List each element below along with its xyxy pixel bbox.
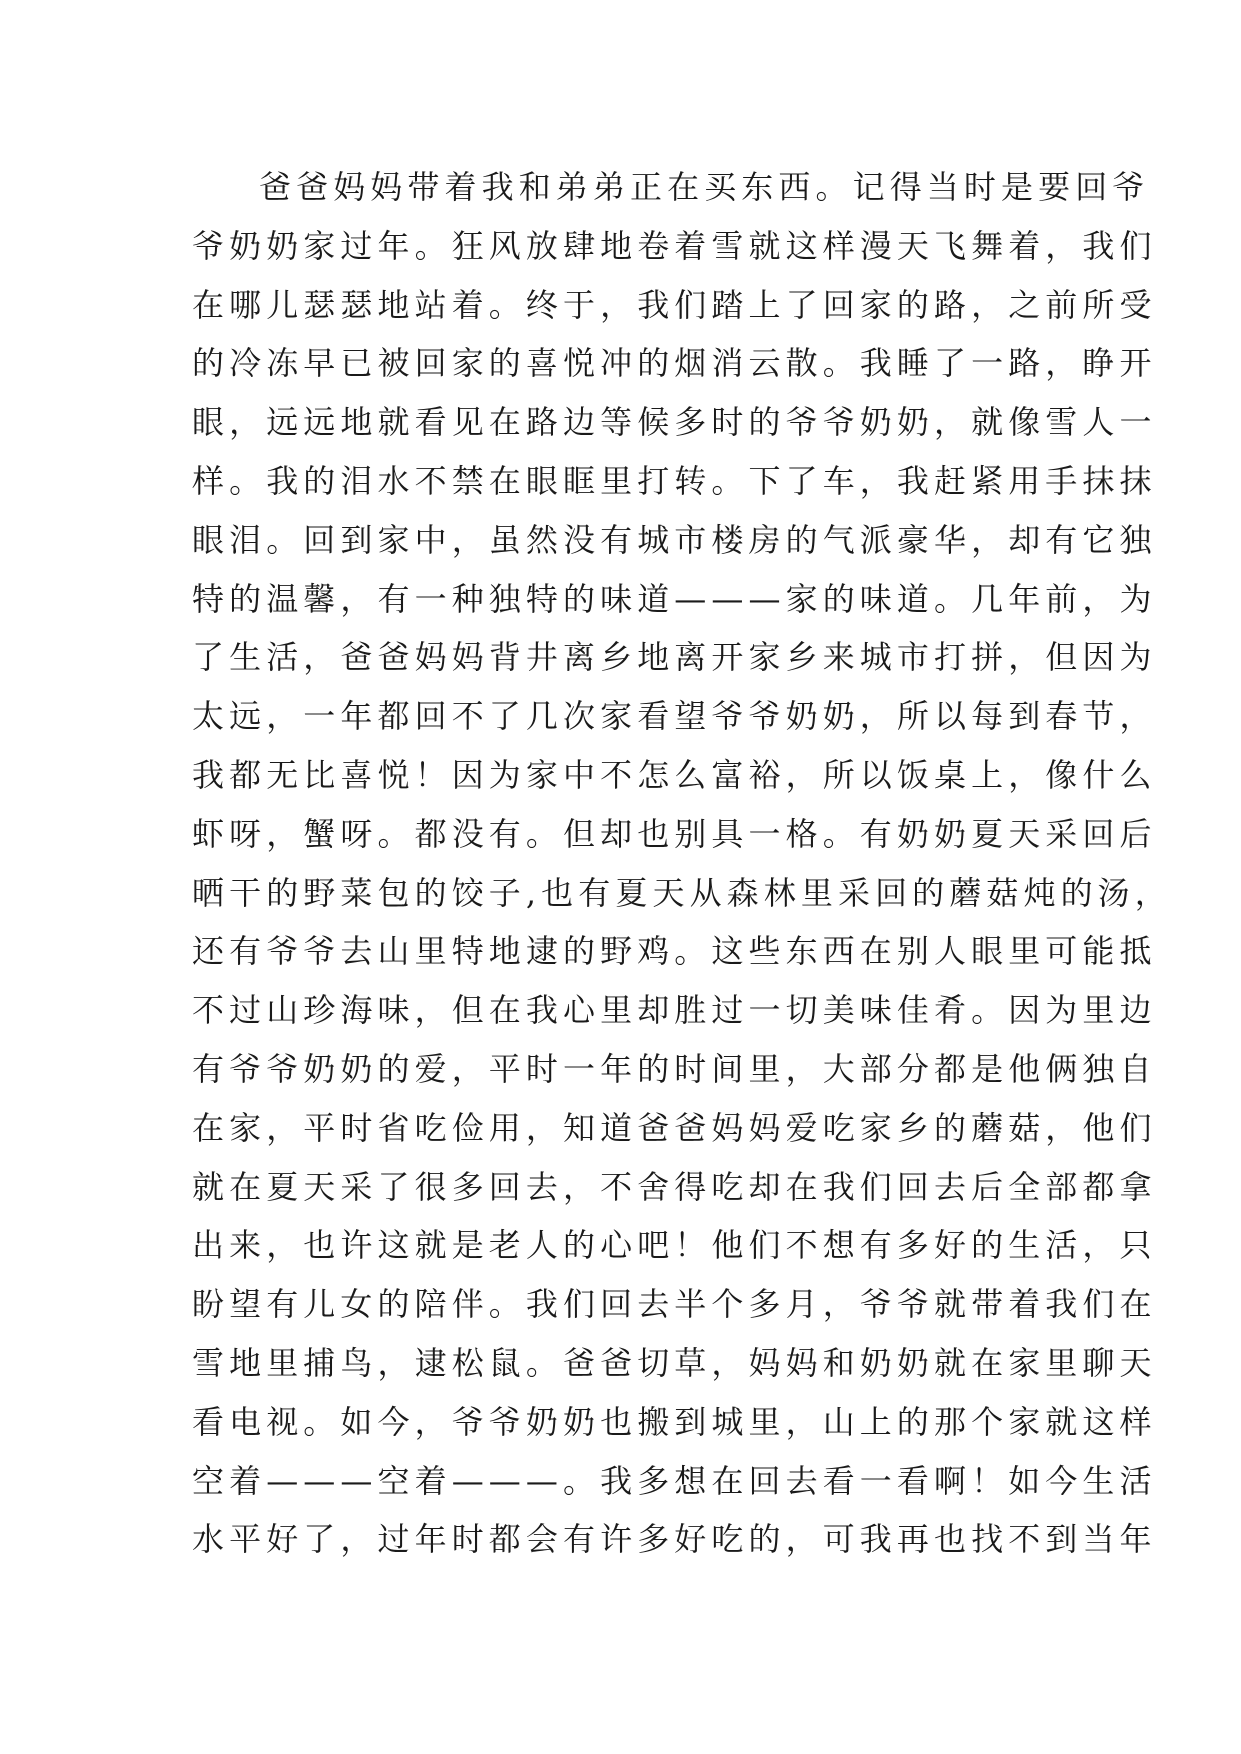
essay-paragraph	[192, 158, 1172, 1569]
text-line: 还有爷爷去山里特地逮的野鸡。这些东西在别人眼里可能抵	[192, 932, 1157, 971]
text-line: 的冷冻早已被回家的喜悦冲的烟消云散。我睡了一路，睁开	[192, 344, 1157, 383]
text-line: 在哪儿瑟瑟地站着。终于，我们踏上了回家的路，之前所受	[192, 285, 1157, 324]
text-line: 雪地里捕鸟，逮松鼠。爸爸切草，妈妈和奶奶就在家里聊天	[192, 1343, 1157, 1382]
text-line: 眼，远远地就看见在路边等候多时的爷爷奶奶，就像雪人一	[192, 403, 1157, 442]
text-line: 有爷爷奶奶的爱，平时一年的时间里，大部分都是他俩独自	[192, 1049, 1157, 1088]
text-line: 我都无比喜悦！因为家中不怎么富裕，所以饭桌上，像什么	[192, 755, 1157, 794]
text-line: 虾呀，蟹呀。都没有。但却也别具一格。有奶奶夏天采回后	[192, 814, 1157, 853]
text-line: 爸爸妈妈带着我和弟弟正在买东西。记得当时是要回爷	[259, 168, 1150, 206]
text-line: 看电视。如今，爷爷奶奶也搬到城里，山上的那个家就这样	[192, 1402, 1157, 1441]
text-line: 就在夏天采了很多回去，不舍得吃却在我们回去后全部都拿	[192, 1167, 1157, 1206]
text-line: 爷奶奶家过年。狂风放肆地卷着雪就这样漫天飞舞着，我们	[192, 226, 1157, 265]
text-line: 样。我的泪水不禁在眼眶里打转。下了车，我赶紧用手抹抹	[192, 461, 1157, 500]
text-line: 眼泪。回到家中，虽然没有城市楼房的气派豪华，却有它独	[192, 520, 1157, 559]
text-line: 水平好了，过年时都会有许多好吃的，可我再也找不到当年	[192, 1520, 1157, 1559]
text-line: 出来，也许这就是老人的心吧！他们不想有多好的生活，只	[192, 1226, 1157, 1265]
text-line: 空着———空着———。我多想在回去看一看啊！如今生活	[192, 1461, 1157, 1500]
text-line: 特的温馨，有一种独特的味道———家的味道。几年前，为	[192, 579, 1157, 618]
text-line: 在家，平时省吃俭用，知道爸爸妈妈爱吃家乡的蘑菇，他们	[192, 1108, 1157, 1147]
text-line: 不过山珍海味，但在我心里却胜过一切美味佳肴。因为里边	[192, 991, 1157, 1030]
text-line: 太远，一年都回不了几次家看望爷爷奶奶，所以每到春节，	[192, 697, 1157, 736]
text-line: 盼望有儿女的陪伴。我们回去半个多月，爷爷就带着我们在	[192, 1285, 1157, 1324]
text-line: 晒干的野菜包的饺子,也有夏天从森林里采回的蘑菇炖的汤，	[192, 873, 1172, 912]
text-line: 了生活，爸爸妈妈背井离乡地离开家乡来城市打拼，但因为	[192, 638, 1157, 677]
